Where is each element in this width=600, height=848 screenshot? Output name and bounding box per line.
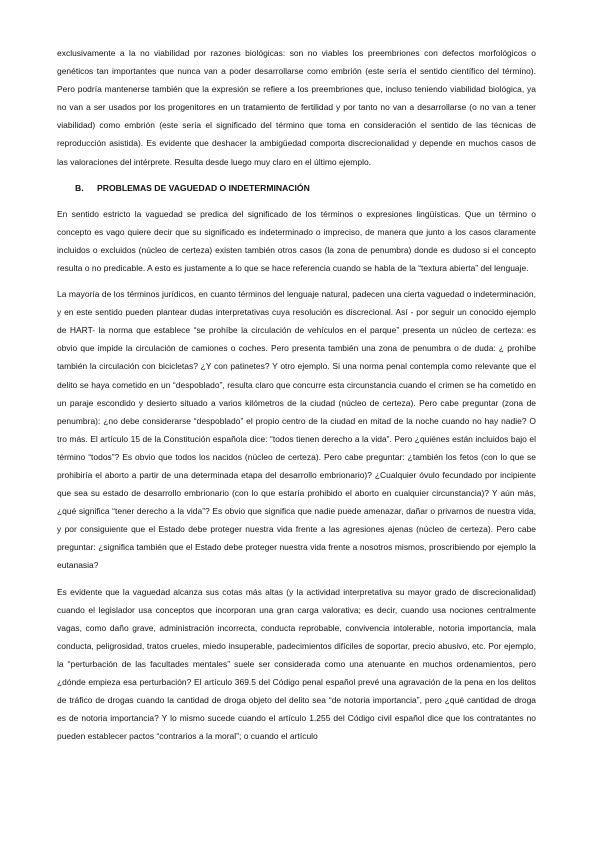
paragraph-ambiguity-end: exclusivamente a la no viabilidad por razones biológicas: son no viables los preembriones con defectos morfológicos o genéticos tan importantes que nunca van a poder desarrollarse como embrión (este sería el sentido científico del término). Pero podría mantenerse también que la expresión se refiere a los preembriones que, incluso teniendo viabilidad biológica, ya no van a ser usados por los progenitores en un tratamiento de fertilidad y por tanto no van a desarrollarse (o no van a tener viabilidad) como embrión (este sería el significado del término que toma en consideración el sentido de las técnicas de reproducción asistida). Es evidente que deshacer la ambigüedad comporta discrecionalidad y depende en muchos casos de las valoraciones del intérprete. Resulta desde luego muy claro en el último ejemplo. (57, 48, 536, 167)
paragraph-vagueness-definition: En sentido estricto la vaguedad se predica del significado de los términos o expresiones lingüísticas. Que un término o concepto es vago quiere decir que su significado es indeterminado o impreciso, de manera que junto a los casos claramente incluidos o excluidos (núcleo de certeza) existen también otros casos (la zona de penumbra) donde es dudoso si el concepto resulta o no predicable. A esto es justamente a lo que se hace referencia cuando se habla de la “textura abierta” del lenguaje. (57, 208, 536, 273)
section-number: B. (75, 182, 84, 193)
paragraph-evaluative-concepts: Es evidente que la vaguedad alcanza sus cotas más altas (y la actividad interpretativa su mayor grado de discrecionalidad) cuando el legislador usa conceptos que incorporan una gran carga valorativa; es decir, cuando usa nociones centralmente vagas, como daño grave, administración incorrecta, conducta reprobable, convivencia intolerable, notoria importancia, mala conducta, peligrosidad, tratos crueles, miedo insuperable, padecimientos difíciles de soportar, precio abusivo, etc. Por ejemplo, la “perturbación de las facultades mentales” suele ser considerada como una atenuante en muchos ordenamientos, pero ¿dónde empieza esa perturbación? El artículo 369.5 del Código penal español prevé una agravación de la pena en los delitos de tráfico de drogas cuando la cantidad de droga objeto del delito sea “de notoria importancia”, pero ¿qué cantidad de droga es de notoria importancia? Y lo mismo sucede cuando el artículo 1.255 del Código civil español dice que los contratantes no pueden establecer pactos “contrarios a la moral”; o cuando el artículo (57, 586, 536, 742)
section-title: PROBLEMAS DE VAGUEDAD O INDETERMINACIÓN (97, 182, 310, 193)
paragraph-legal-terms-examples: La mayoría de los términos jurídicos, en cuanto términos del lenguaje natural, padecen una cierta vaguedad o indeterminación, y en este sentido pueden plantear dudas interpretativas cuya resolución es discrecional. Así - por seguir un conocido ejemplo de HART- la norma que establece “se prohíbe la circulación de vehículos en el parque” presenta un núcleo de certeza: es obvio que impide la circulación de camiones o coches. Pero presenta también una zona de penumbra o de duda: ¿ prohíbe también la circulación con bicicletas? ¿Y con patinetes? Y otro ejemplo. Si una norma penal contempla como relevante que el delito se haya cometido en un “despoblado”, resulta claro que concurre esta circunstancia cuando el crimen se ha cometido en un paraje escondido y desierto situado a varios kilómetros de la ciudad (núcleo de certeza). Pero cabe preguntar (zona de penumbra): ¿no debe considerarse “despoblado” el propio centro de la ciudad en mitad de la noche cuando no hay nadie? O tro más. El artículo 15 de la Constitución española dice: “todos tienen derecho a la vida”. Pero ¿quiénes están incluidos bajo el término “todos”? Es obvio que todos los nacidos (núcleo de certeza). Pero cabe preguntar: ¿también los fetos (con lo que se prohibiría el aborto a partir de una determinada etapa del desarrollo embrionario)? ¿Cualquier óvulo fecundado por incipiente que sea su estado de desarrollo embrionario (con lo que estaría prohibido el aborto en cualquier circunstancia)? Y aún más, ¿qué significa “tener derecho a la vida”? Es obvio que significa que nadie puede amenazar, dañar o privarnos de nuestra vida, y por consiguiente que el Estado debe proteger nuestra vida frente a las agresiones ajenas (núcleo de certeza). Pero cabe preguntar: ¿significa también que el Estado debe proteger nuestra vida frente a nosotros mismos, proscribiendo por ejemplo la eutanasia? (57, 289, 536, 571)
section-heading-b (75, 179, 536, 197)
